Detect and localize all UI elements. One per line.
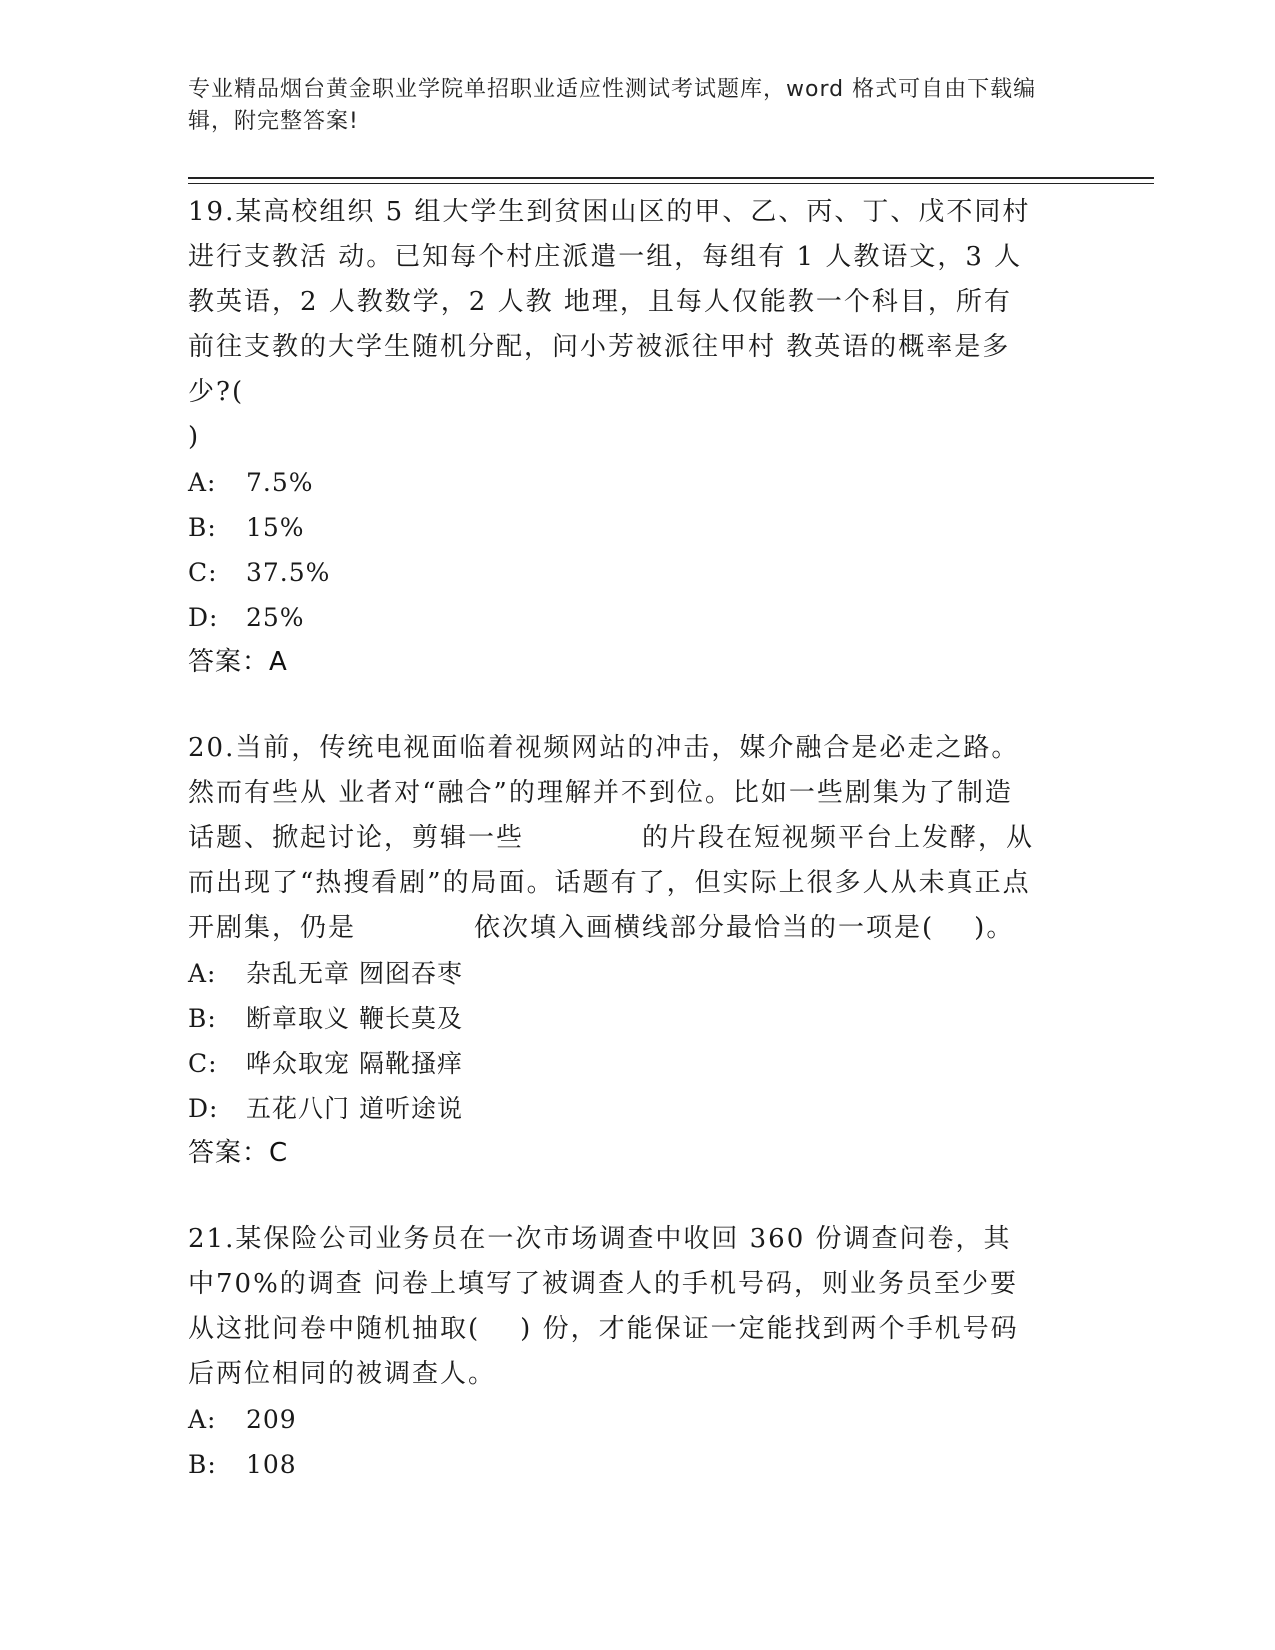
answer-label: 答案：C — [188, 1138, 289, 1168]
question-19 — [188, 190, 1088, 685]
question-21 — [188, 1217, 1088, 1487]
option-b — [188, 1442, 1088, 1487]
question-body: 某保险公司业务员在一次市场调查中收回 360 份调查问卷，其中70%的调查 问卷上填写了被调查人的手机号码，则业务员至少要从这批问卷中随机抽取( — [188, 1224, 1019, 1344]
option-key: B: — [188, 1450, 217, 1479]
question-text — [188, 1217, 1038, 1397]
question-number: 19. — [188, 197, 236, 227]
page-header: 专业精品烟台黄金职业学院单招职业适应性测试考试题库，word 格式可自由下载编辑，附完整答案! — [188, 77, 1037, 134]
option-value: 108 — [246, 1450, 297, 1479]
answer-label: 答案：A — [188, 647, 288, 677]
option-value: 杂乱无章 囫囵吞枣 — [246, 959, 463, 988]
option-key: D: — [188, 1094, 219, 1123]
question-number: 20. — [188, 733, 236, 763]
option-d — [188, 1086, 1088, 1131]
question-body: ) 份，才能保证一定能找到两个手机号码后两位相同的被调查人。 — [188, 1314, 1019, 1389]
option-value: 209 — [246, 1405, 297, 1434]
option-a — [188, 951, 1088, 996]
option-key: B: — [188, 1004, 217, 1033]
option-a — [188, 1397, 1088, 1442]
option-value: 断章取义 鞭长莫及 — [246, 1004, 463, 1033]
option-b — [188, 505, 1088, 550]
question-body: 当前，传统电视面临着视频网站的冲击，媒介融合是必走之路。然而有些从 业者对“融合”的理解并不到位。比如一些剧集为了制造话题、掀起讨论，剪辑一些 — [188, 733, 1020, 853]
question-body: 的片段在短视频平台上发酵，从而出现了“热搜看剧”的局面。话题有了，但实际上很多人从未真正点开剧集，仍是 — [188, 823, 1035, 943]
option-c — [188, 1041, 1088, 1086]
option-key: D: — [188, 603, 219, 632]
option-value: 7.5% — [246, 468, 314, 497]
question-text — [188, 190, 1038, 460]
option-value: 15% — [246, 513, 305, 542]
question-body: 依次填入画横线部分最恰当的一项是( — [474, 913, 935, 943]
option-a — [188, 460, 1088, 505]
option-value: 37.5% — [246, 558, 331, 587]
option-value: 哗众取宠 隔靴搔痒 — [246, 1049, 463, 1078]
question-body: 某高校组织 5 组大学生到贫困山区的甲、乙、丙、丁、戊不同村进行支教活 动。已知每个村庄派遣一组，每组有 1 人教语文，3 人教英语，2 人教数学，2 人教 地理，且每人仅能教一个科目，所有前往支教的大学生随机分配，问小芳被派往甲村 教英语的概率是多少?( — [188, 197, 1031, 407]
option-value: 五花八门 道听途说 — [246, 1094, 463, 1123]
option-value: 25% — [246, 603, 305, 632]
question-list — [188, 190, 1088, 1528]
question-text — [188, 726, 1038, 951]
option-key: A: — [188, 959, 217, 988]
header-divider — [188, 177, 1154, 179]
option-key: A: — [188, 468, 217, 497]
option-b — [188, 996, 1088, 1041]
option-c — [188, 550, 1088, 595]
question-body-end: ) — [188, 422, 201, 452]
option-key: B: — [188, 513, 217, 542]
question-20 — [188, 726, 1088, 1176]
option-key: A: — [188, 1405, 217, 1434]
option-key: C: — [188, 558, 218, 587]
question-body: )。 — [974, 913, 1015, 943]
question-number: 21. — [188, 1224, 236, 1254]
option-key: C: — [188, 1049, 218, 1078]
header-divider-thin — [188, 183, 1154, 184]
option-d — [188, 595, 1088, 640]
